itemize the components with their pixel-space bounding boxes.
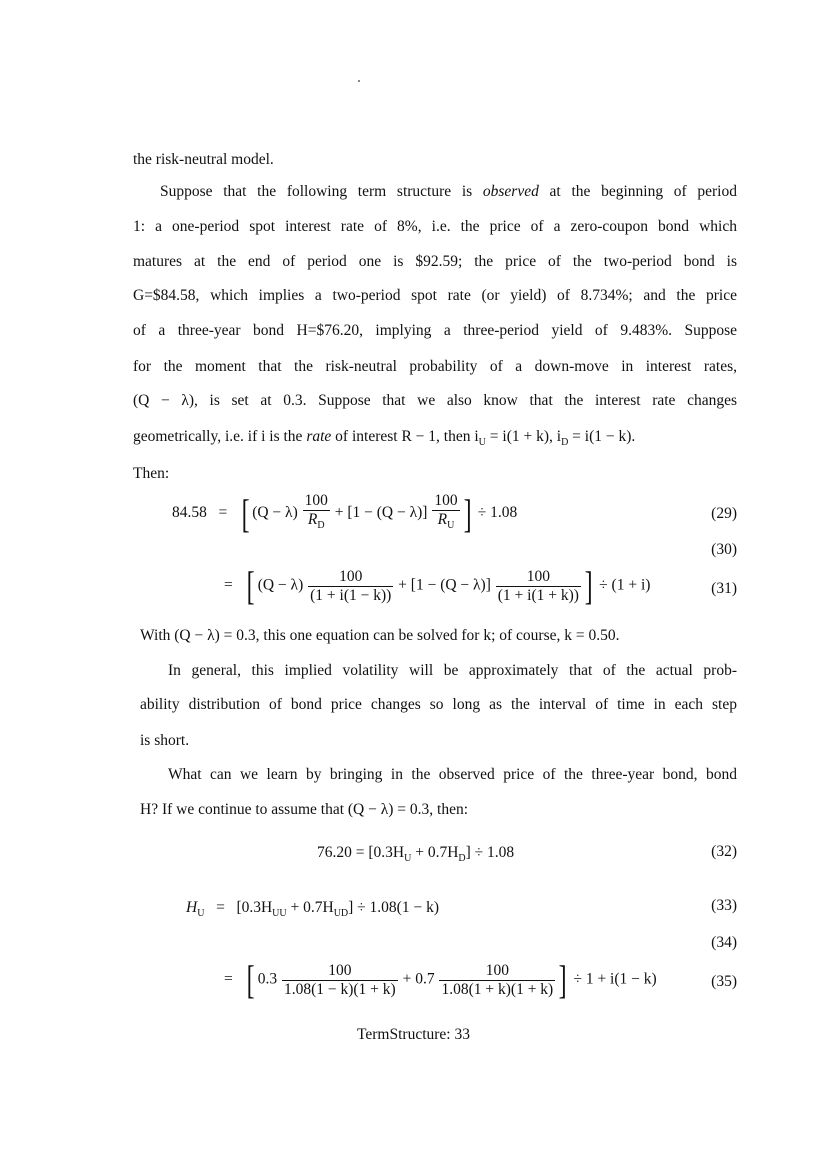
- equation-32: $76.20 = [0.3H_U + 0.7H_D] \div 1.08$: [317, 844, 515, 865]
- equation-number: (34): [711, 934, 737, 951]
- text-line: the risk-neutral model.: [133, 151, 274, 168]
- text-line: 1: a one-period spot interest rate of 8%, i.e. the price of a zero-coupon bond which: [133, 218, 737, 235]
- text-line: matures at the end of period one is $92.59; the price of the two-period bond is: [133, 253, 737, 270]
- equation-31: = [ (Q − λ) $\frac{100}{(1 + i(1 - k))}$ + [1 − (Q − λ)] $\frac{100}{(1 + i(1 + k))}$ ] ÷ (1 + i): [224, 563, 651, 608]
- text-line: of a three-year bond H=$76.20, implying a three-period yield of 9.483%. Suppose: [133, 322, 737, 339]
- equation-35: = [ 0.3 $\frac{100}{1.08(1 - k)(1 + k)}$ + 0.7 $\frac{100}{1.08(1 + k)(1 + k)}$ ] ÷ 1 + i(1 − k): [224, 957, 657, 1002]
- equation-number: (35): [711, 973, 737, 990]
- text-line: for the moment that the risk-neutral probability of a down-move in interest rates,: [133, 358, 737, 375]
- equation-number: (30): [711, 541, 737, 558]
- equation-33: $H_U$ = $[0.3H_{UU} + 0.7H_{UD}] \div 1.08(1 - k)$: [186, 899, 439, 920]
- scan-speck: [358, 80, 360, 82]
- text-line: G=$84.58, which implies a two-period spot rate (or yield) of 8.734%; and the price: [133, 287, 737, 304]
- text-line: Suppose that the following term structure is observed at the beginning of period: [160, 183, 737, 200]
- text-line: H? If we continue to assume that (Q − λ) = 0.3, then:: [140, 801, 469, 818]
- equation-29: 84.58 = [ (Q − λ) $\frac{100}{R_D}$ + [1 − (Q − λ)] $\frac{100}{R_U}$ ] ÷ 1.08: [172, 490, 518, 536]
- equation-number: (31): [711, 580, 737, 597]
- text-line: geometrically, i.e. if i is the rate of interest R − 1, then $i_U = i(1 + k)$, $i_D = i(1 - k)$.: [133, 428, 636, 449]
- text-line: ability distribution of bond price changes so long as the interval of time in each step: [140, 696, 737, 713]
- text-line: What can we learn by bringing in the observed price of the three-year bond, bond: [168, 766, 737, 783]
- text-line: (Q − λ), is set at 0.3. Suppose that we also know that the interest rate changes: [133, 392, 737, 409]
- equation-number: (29): [711, 505, 737, 522]
- text-line: Then:: [133, 465, 170, 482]
- text-line: In general, this implied volatility will be approximately that of the actual prob-: [168, 662, 737, 679]
- text-line: With (Q − λ) = 0.3, this one equation can be solved for k; of course, k = 0.50.: [140, 627, 620, 644]
- text-line: is short.: [140, 732, 190, 749]
- page-footer: TermStructure: 33: [357, 1026, 470, 1043]
- equation-number: (32): [711, 843, 737, 860]
- equation-number: (33): [711, 897, 737, 914]
